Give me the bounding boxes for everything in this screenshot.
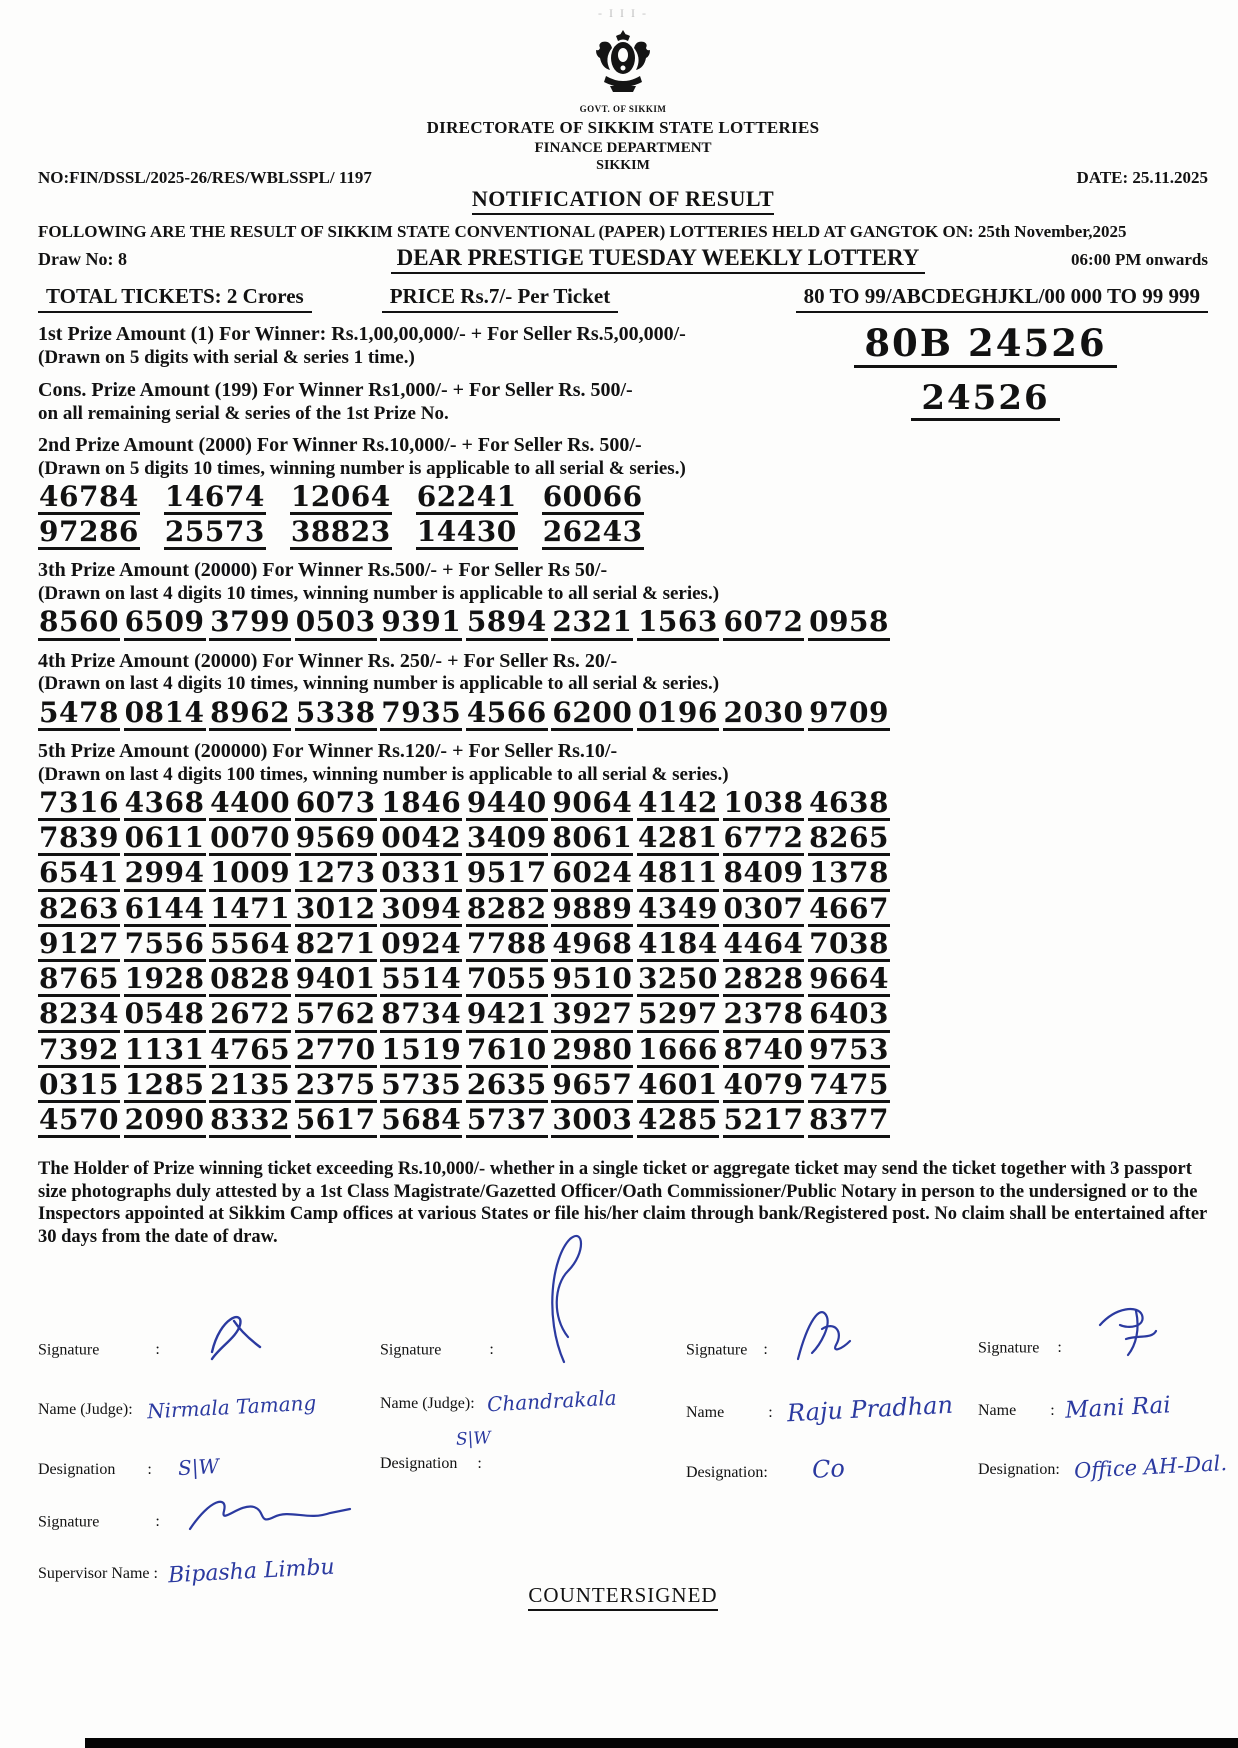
winning-number: 0828	[209, 964, 291, 997]
ticket-price: PRICE Rs.7/- Per Ticket	[382, 284, 619, 313]
winning-number: 2090	[124, 1105, 206, 1138]
name3-handwriting: Raju Pradhan	[786, 1390, 954, 1427]
fourth-prize-heading: 4th Prize Amount (20000) For Winner Rs. 250/- + For Seller Rs. 20/-	[38, 649, 618, 672]
draw-time: 06:00 PM onwards	[1071, 250, 1208, 269]
winning-number: 7038	[808, 929, 890, 962]
winning-number: 5217	[723, 1105, 805, 1138]
third-prize-subheading: (Drawn on last 4 digits 10 times, winning number is applicable to all serial & series.)	[38, 583, 720, 605]
winning-number: 5564	[209, 929, 291, 962]
winning-number: 0503	[295, 607, 377, 640]
winning-number: 4811	[637, 858, 719, 891]
name1-label: Name (Judge):	[38, 1400, 133, 1418]
govt-emblem	[38, 28, 1208, 114]
supervisor-label: Supervisor Name :	[38, 1564, 158, 1582]
winning-number: 1846	[380, 788, 462, 821]
winning-number: 5478	[38, 698, 120, 731]
winning-number: 0315	[38, 1070, 120, 1103]
winning-number: 2994	[124, 858, 206, 891]
cons-prize-subheading: on all remaining serial & series of the 1st Prize No.	[38, 402, 449, 424]
scan-edge-bar	[85, 1738, 1238, 1748]
winning-number: 9127	[38, 929, 120, 962]
winning-number-row	[38, 823, 890, 856]
winning-number: 9064	[551, 788, 633, 821]
winning-number: 1378	[808, 858, 890, 891]
winning-number-row	[38, 1032, 890, 1068]
signature-scribble	[182, 1307, 292, 1367]
winning-number: 4765	[209, 1035, 291, 1068]
winning-number: 9517	[466, 858, 548, 891]
signature-scribble	[1086, 1299, 1170, 1363]
winning-number: 25573	[164, 517, 266, 550]
claim-disclaimer: The Holder of Prize winning ticket exceeding Rs.10,000/- whether in a single ticket or aggregate ticket may send the ticket together with 3 passport size photographs duly attested by a 1st Class Magistrate/Gazetted Officer/Oath Commissioner/Public Notary in person to the undersigned or to the Inspectors appointed at Sikkim Camp offices at various States or file his/her claim through bank/Registered post. No claim shall be entertained after 30 days from the date of draw.	[38, 1159, 1207, 1247]
winning-number: 60066	[542, 482, 644, 515]
winning-number-row	[38, 517, 1208, 550]
winning-number-row	[38, 785, 890, 821]
winning-number: 0814	[124, 698, 206, 731]
winning-number-row	[38, 695, 890, 731]
winning-number: 7475	[808, 1070, 890, 1103]
lottery-name: DEAR PRESTIGE TUESDAY WEEKLY LOTTERY	[391, 245, 926, 274]
winning-number: 0924	[380, 929, 462, 962]
desig1-handwriting: S|W	[177, 1453, 220, 1480]
winning-number: 0548	[124, 999, 206, 1032]
sig2-label: Signature	[380, 1341, 442, 1359]
winning-number: 9709	[808, 698, 890, 731]
name2-handwriting: Chandrakala	[486, 1385, 617, 1416]
winning-number: 7556	[124, 929, 206, 962]
winning-number: 5617	[295, 1105, 377, 1138]
winning-number: 5297	[637, 999, 719, 1032]
name4-handwriting: Mani Rai	[1064, 1391, 1171, 1424]
winning-number: 6509	[124, 607, 206, 640]
cons-prize-section	[38, 379, 1208, 425]
winning-number-row	[38, 926, 890, 962]
fifth-prize-section	[38, 740, 1208, 1138]
winning-number: 5684	[380, 1105, 462, 1138]
fifth-prize-numbers	[38, 785, 1208, 1138]
winning-number: 2770	[295, 1035, 377, 1068]
winning-number: 9664	[808, 964, 890, 997]
third-prize-heading: 3th Prize Amount (20000) For Winner Rs.500/- + For Seller Rs 50/-	[38, 559, 608, 582]
signature-scribble	[180, 1491, 360, 1537]
second-prize-numbers	[38, 482, 1208, 550]
winning-number: 0070	[209, 823, 291, 856]
winning-number: 0611	[124, 823, 206, 856]
winning-number-row	[38, 999, 890, 1032]
winning-number: 6772	[723, 823, 805, 856]
winning-number: 0958	[808, 607, 890, 640]
winning-number: 2378	[723, 999, 805, 1032]
winning-number: 1285	[124, 1070, 206, 1103]
winning-number: 4667	[808, 894, 890, 927]
winning-number: 8377	[808, 1105, 890, 1138]
signature-scribble	[786, 1301, 866, 1367]
winning-number: 4142	[637, 788, 719, 821]
sig4-colon: :	[1057, 1339, 1062, 1357]
winning-number: 2030	[723, 698, 805, 731]
first-prize-section	[38, 323, 1208, 369]
third-prize-section	[38, 559, 1208, 640]
desig3-handwriting: Co	[811, 1453, 846, 1484]
winning-number: 62241	[416, 482, 518, 515]
countersigned-label: COUNTERSIGNED	[528, 1583, 717, 1611]
first-prize-subheading: (Drawn on 5 digits with serial & series 1 time.)	[38, 346, 415, 368]
winning-number: 14674	[164, 482, 266, 515]
winning-number: 4400	[209, 788, 291, 821]
winning-number: 6073	[295, 788, 377, 821]
winning-number: 4464	[723, 929, 805, 962]
second-prize-subheading: (Drawn on 5 digits 10 times, winning number is applicable to all serial & series.)	[38, 457, 686, 479]
name4-label: Name	[978, 1401, 1017, 1419]
winning-number: 2135	[209, 1070, 291, 1103]
sig5-colon: :	[155, 1513, 160, 1531]
winning-number: 1563	[637, 607, 719, 640]
winning-number: 14430	[416, 517, 518, 550]
desig3-label: Designation:	[686, 1463, 768, 1481]
winning-number: 7935	[380, 698, 462, 731]
winning-number: 6024	[551, 858, 633, 891]
winning-number: 0042	[380, 823, 462, 856]
winning-number: 9401	[295, 964, 377, 997]
draw-number: Draw No: 8	[38, 249, 127, 269]
winning-number: 7055	[466, 964, 548, 997]
winning-number: 4285	[637, 1105, 719, 1138]
second-prize-heading: 2nd Prize Amount (2000) For Winner Rs.10,000/- + For Seller Rs. 500/-	[38, 434, 642, 456]
winning-number: 5737	[466, 1105, 548, 1138]
cons-prize-heading: Cons. Prize Amount (199) For Winner Rs1,000/- + For Seller Rs. 500/-	[38, 379, 633, 401]
desig2-colon: :	[477, 1454, 482, 1472]
winning-number: 2828	[723, 964, 805, 997]
winning-number: 0307	[723, 894, 805, 927]
winning-number: 0196	[637, 698, 719, 731]
sig5-label: Signature	[38, 1513, 100, 1531]
third-prize-numbers	[38, 607, 1208, 640]
winning-number: 8234	[38, 999, 120, 1032]
winning-number: 8332	[209, 1105, 291, 1138]
winning-number: 1519	[380, 1035, 462, 1068]
winning-number: 9440	[466, 788, 548, 821]
winning-number: 8740	[723, 1035, 805, 1068]
winning-number: 2375	[295, 1070, 377, 1103]
winning-number: 12064	[290, 482, 392, 515]
winning-number: 8271	[295, 929, 377, 962]
sig1-colon: :	[155, 1341, 160, 1359]
total-tickets: TOTAL TICKETS: 2 Crores	[38, 284, 312, 313]
winning-number: 1273	[295, 858, 377, 891]
winning-number: 2980	[551, 1035, 633, 1068]
winning-number: 9657	[551, 1070, 633, 1103]
winning-number: 8765	[38, 964, 120, 997]
winning-number: 8061	[551, 823, 633, 856]
winning-number: 5735	[380, 1070, 462, 1103]
fourth-prize-numbers	[38, 695, 1208, 731]
sig3-label: Signature	[686, 1341, 748, 1359]
cons-prize-number: 24526	[911, 381, 1059, 421]
department-title: FINANCE DEPARTMENT	[534, 140, 712, 156]
sig1-label: Signature	[38, 1341, 100, 1359]
winning-number: 4281	[637, 823, 719, 856]
winning-number: 9510	[551, 964, 633, 997]
name4-colon: :	[1050, 1401, 1055, 1419]
winning-number: 6200	[551, 698, 633, 731]
first-prize-heading: 1st Prize Amount (1) For Winner: Rs.1,00,00,000/- + For Seller Rs.5,00,000/-	[38, 323, 686, 345]
winning-number: 8409	[723, 858, 805, 891]
fourth-prize-subheading: (Drawn on last 4 digits 10 times, winning number is applicable to all serial & series.)	[38, 673, 720, 695]
winning-number: 97286	[38, 517, 140, 550]
winning-number: 3250	[637, 964, 719, 997]
winning-number: 7392	[38, 1035, 120, 1068]
winning-number: 4570	[38, 1105, 120, 1138]
winning-number: 5762	[295, 999, 377, 1032]
winning-number: 6403	[808, 999, 890, 1032]
name1-handwriting: Nirmala Tamang	[146, 1390, 317, 1423]
series-range: 80 TO 99/ABCDEGHJKL/00 000 TO 99 999	[796, 284, 1208, 313]
winning-number: 26243	[542, 517, 644, 550]
winning-number: 38823	[290, 517, 392, 550]
second-prize-section	[38, 434, 1208, 550]
winning-number-row	[38, 1067, 890, 1103]
winning-number: 1928	[124, 964, 206, 997]
reference-number: NO:FIN/DSSL/2025-26/RES/WBLSSPL/ 1197	[38, 168, 372, 187]
desig1-colon: :	[147, 1460, 152, 1478]
winning-number: 9421	[466, 999, 548, 1032]
winning-number: 1471	[209, 894, 291, 927]
winning-number: 1009	[209, 858, 291, 891]
fifth-prize-subheading: (Drawn on last 4 digits 100 times, winning number is applicable to all serial & series.)	[38, 763, 729, 785]
fourth-prize-section	[38, 650, 1208, 731]
winning-number: 4349	[637, 894, 719, 927]
winning-number: 5514	[380, 964, 462, 997]
document-date: DATE: 25.11.2025	[1076, 168, 1208, 187]
winning-number: 0331	[380, 858, 462, 891]
supervisor-handwriting: Bipasha Limbu	[167, 1554, 336, 1588]
sikkim-crest-icon	[590, 28, 656, 100]
winning-number: 2672	[209, 999, 291, 1032]
desig4-handwriting: Office AH-Dal.	[1073, 1450, 1228, 1483]
name2-handwriting-2: S|W	[455, 1427, 492, 1450]
state-title: SIKKIM	[596, 158, 650, 173]
winning-number: 8265	[808, 823, 890, 856]
winning-number: 9391	[380, 607, 462, 640]
winning-number: 8962	[209, 698, 291, 731]
winning-number: 9753	[808, 1035, 890, 1068]
name2-label: Name (Judge):	[380, 1394, 475, 1412]
signature-scribble	[524, 1227, 604, 1367]
winning-number: 4601	[637, 1070, 719, 1103]
sig2-colon: :	[489, 1341, 494, 1359]
winning-number: 6144	[124, 894, 206, 927]
winning-number: 5894	[466, 607, 548, 640]
winning-number: 3409	[466, 823, 548, 856]
desig4-label: Designation:	[978, 1460, 1060, 1478]
winning-number: 9569	[295, 823, 377, 856]
intro-line: FOLLOWING ARE THE RESULT OF SIKKIM STATE CONVENTIONAL (PAPER) LOTTERIES HELD AT GANGTOK ON: 25th November,2025	[38, 222, 1127, 241]
winning-number: 7610	[466, 1035, 548, 1068]
winning-number: 7316	[38, 788, 120, 821]
scan-artifact: - I I I -	[598, 6, 648, 20]
winning-number-row	[38, 964, 890, 997]
winning-number: 6541	[38, 858, 120, 891]
winning-number: 8282	[466, 894, 548, 927]
winning-number: 3927	[551, 999, 633, 1032]
winning-number: 4638	[808, 788, 890, 821]
winning-number: 2321	[551, 607, 633, 640]
desig1-label: Designation	[38, 1460, 116, 1478]
winning-number: 8734	[380, 999, 462, 1032]
winning-number: 3799	[209, 607, 291, 640]
winning-number: 8560	[38, 607, 120, 640]
name3-label: Name	[686, 1403, 725, 1421]
sig4-label: Signature	[978, 1339, 1040, 1357]
winning-number-row	[38, 1105, 890, 1138]
name3-colon: :	[768, 1403, 773, 1421]
first-prize-number: 80B 24526	[854, 325, 1116, 368]
winning-number: 1038	[723, 788, 805, 821]
winning-number: 7839	[38, 823, 120, 856]
winning-number: 8263	[38, 894, 120, 927]
winning-number: 46784	[38, 482, 140, 515]
sig3-colon: :	[763, 1341, 768, 1359]
winning-number: 3003	[551, 1105, 633, 1138]
winning-number: 5338	[295, 698, 377, 731]
document-title: NOTIFICATION OF RESULT	[472, 186, 774, 215]
winning-number: 4184	[637, 929, 719, 962]
winning-number: 4968	[551, 929, 633, 962]
winning-number: 4079	[723, 1070, 805, 1103]
winning-number: 1666	[637, 1035, 719, 1068]
winning-number: 9889	[551, 894, 633, 927]
winning-number-row	[38, 891, 890, 927]
winning-number: 7788	[466, 929, 548, 962]
winning-number: 3094	[380, 894, 462, 927]
desig2-label: Designation	[380, 1454, 458, 1472]
winning-number-row	[38, 482, 1208, 515]
winning-number: 6072	[723, 607, 805, 640]
winning-number: 3012	[295, 894, 377, 927]
signature-area	[38, 1277, 1228, 1588]
winning-number: 2635	[466, 1070, 548, 1103]
winning-number-row	[38, 607, 890, 640]
winning-number: 1131	[124, 1035, 206, 1068]
emblem-caption: GOVT. OF SIKKIM	[579, 104, 667, 114]
directorate-title: DIRECTORATE OF SIKKIM STATE LOTTERIES	[426, 118, 820, 137]
winning-number-row	[38, 858, 890, 891]
winning-number: 4368	[124, 788, 206, 821]
winning-number: 4566	[466, 698, 548, 731]
fifth-prize-heading: 5th Prize Amount (200000) For Winner Rs.120/- + For Seller Rs.10/-	[38, 739, 618, 762]
